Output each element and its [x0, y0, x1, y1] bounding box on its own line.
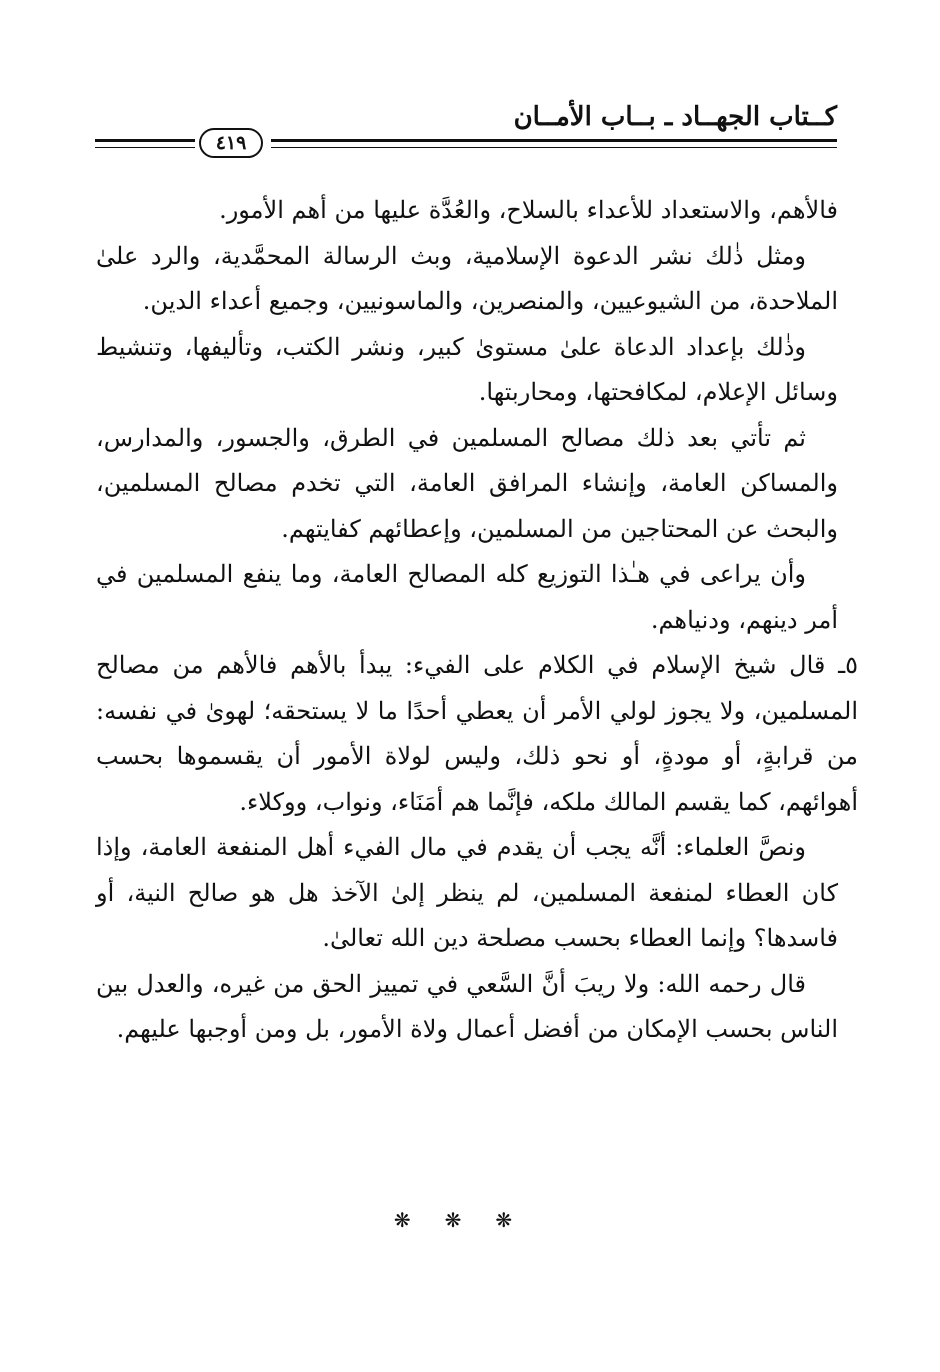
paragraph: ونصَّ العلماء: أنَّه يجب أن يقدم في مال الفيء أهل المنفعة العامة، وإذا كان العطاء لمنفعة المسلمين، لم ينظر إلىٰ الآخذ هل هو صالح النية، أو فاسدها؟ وإنما العطاء بحسب مصلحة دين الله تعالىٰ.	[96, 833, 838, 952]
paragraph: قال رحمه الله: ولا ريبَ أنَّ السَّعي في تمييز الحق من غيره، والعدل بين الناس بحسب الإمكان من أفضل أعمال ولاة الأمور، بل ومن أوجبها عليهم.	[96, 969, 838, 1043]
paragraph: ثم تأتي بعد ذلك مصالح المسلمين في الطرق، والجسور، والمدارس، والمساكن العامة، وإنشاء المرافق العامة، التي تخدم مصالح المسلمين، والبحث عن المحتاجين من المسلمين، وإعطائهم كفايتهم.	[96, 423, 838, 543]
running-title: كــتاب الجهــاد ـ بــاب الأمــان	[513, 102, 837, 132]
page-number-frame	[199, 128, 263, 158]
paragraph: فالأهم، والاستعداد للأعداء بالسلاح، والعُدَّة عليها من أهم الأمور.	[219, 196, 838, 224]
paragraph: ومثل ذٰلك نشر الدعوة الإسلامية، وبث الرسالة المحمَّدية، والرد علىٰ الملاحدة، من الشيوعيين، والمنصرين، والماسونيين، وجميع أعداء الدين.	[96, 241, 838, 315]
header-rule-right	[271, 139, 837, 148]
paragraph: وأن يراعى في هـٰذا التوزيع كله المصالح العامة، وما ينفع المسلمين في أمر دينهم، ودنياهم.	[96, 560, 838, 634]
numbered-paragraph: ٥ـ قال شيخ الإسلام في الكلام على الفيء: يبدأ بالأهم فالأهم من مصالح المسلمين، ولا يجوز لولي الأمر أن يعطي أحدًا ما لا يستحقه؛ لهوىٰ في نفسه: من قرابةٍ، أو مودةٍ، أو نحو ذلك، وليس لولاة الأمور أن يقسموها بحسب أهوائهم، كما يقسم المالك ملكه، فإنَّما هم أمَنَاء، ونواب، ووكلاء.	[96, 651, 858, 816]
paragraph: وذٰلك بإعداد الدعاة علىٰ مستوىٰ كبير، ونشر الكتب، وتأليفها، وتنشيط وسائل الإعلام، لمكافحتها، ومحاربتها.	[96, 332, 838, 406]
body-text	[96, 188, 858, 1053]
header-rule-left	[95, 139, 195, 148]
section-separator-stars: ❋❋❋	[393, 1208, 547, 1232]
page-number: ٤١٩	[215, 132, 247, 154]
page-header	[95, 98, 837, 158]
